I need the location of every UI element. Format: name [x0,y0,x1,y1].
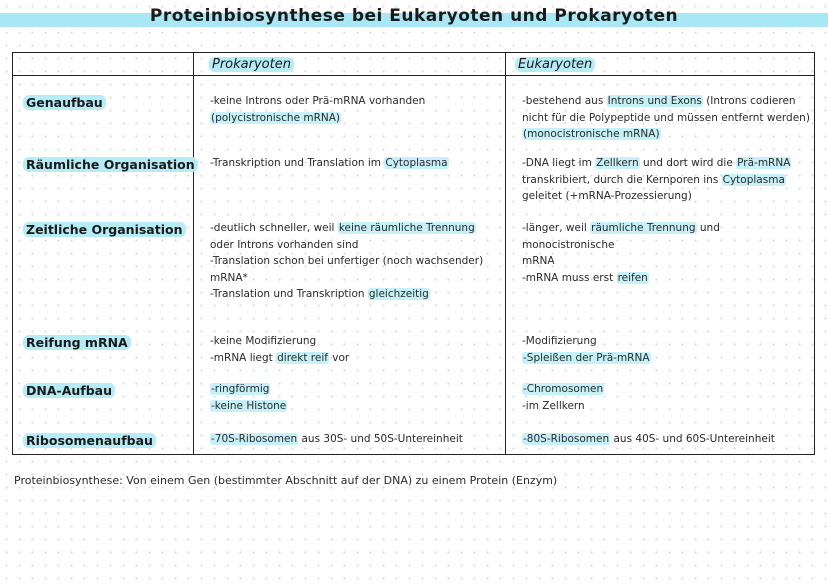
cell-eukaryoten [522,220,814,286]
cell-line [210,253,483,270]
cell-text: -deutlich schneller, weil [210,222,338,234]
cell-line [522,110,810,127]
cell-line [210,381,287,398]
cell-line [522,253,814,270]
highlighted-term: direkt reif [277,351,328,364]
cell-eukaryoten [522,431,775,448]
row-label-text: DNA-Aufbau [23,383,115,398]
cell-line [522,381,604,398]
cell-text: nicht für die Polypeptide und müssen entfernt werden) [522,111,810,124]
cell-text: aus 30S- und 50S-Untereinheit [298,433,463,445]
cell-text: geleitet (+mRNA-Prozessierung) [522,190,692,202]
cell-eukaryoten [522,93,810,143]
cell-line [522,220,814,253]
highlighted-term: räumliche Trennung [591,222,696,234]
highlighted-term: Zellkern [596,157,639,169]
highlighted-term: gleichzeitig [368,288,429,300]
cell-line [522,333,651,350]
cell-eukaryoten [522,333,651,366]
cell-text: und dort wird die [639,157,737,169]
cell-prokaryoten [210,155,449,172]
cell-text: -Translation und Transkription [210,288,368,300]
highlighted-term: Prä-mRNA [737,157,791,169]
cell-text: -im Zellkern [522,399,585,412]
highlighted-term: -ringförmig [211,383,270,395]
row-label-text: Zeitliche Organisation [23,222,186,237]
highlighted-term: -Chromosomen [523,383,604,395]
column-header-eukaryoten [515,57,595,72]
highlighted-term: -keine Histone [211,399,287,412]
cell-line [522,270,814,287]
cell-text: (Introns codieren [702,95,796,107]
cell-text: -Transkription und Translation im [210,157,385,169]
comparison-table [12,52,815,455]
cell-line [522,93,810,110]
cell-line [522,431,775,448]
row-label [23,383,115,398]
cell-line [522,155,791,172]
cell-text: -bestehend aus [522,95,607,107]
column-header-label: Prokaryoten [209,57,294,72]
cell-prokaryoten [210,381,287,414]
highlighted-term: keine räumliche Trennung [338,222,475,234]
cell-line [522,126,810,143]
cell-line [210,155,449,172]
cell-eukaryoten [522,155,791,205]
cell-text: -keine Modifizierung [210,335,317,347]
row-label-text: Ribosomenaufbau [23,433,156,448]
row-label [23,433,156,448]
cell-line [210,270,483,287]
cell-text: -keine Introns oder Prä-mRNA vorhanden [210,95,426,107]
cell-line [210,350,349,367]
footnote: Proteinbiosynthese: Von einem Gen (bestimmter Abschnitt auf der DNA) zu einem Protein (Enzym) [14,474,558,487]
cell-text: mRNA* [210,271,248,284]
highlighted-term: Cytoplasma [722,173,785,186]
cell-line [210,286,483,303]
cell-text: -mRNA liegt [210,351,277,364]
cell-text: oder Introns vorhanden sind [210,238,359,251]
cell-text: aus 40S- und 60S-Untereinheit [610,433,775,445]
column-divider-1 [193,53,194,454]
cell-line [522,398,604,415]
row-label-text: Reifung mRNA [23,335,131,350]
highlighted-term: (polycistronische mRNA) [211,111,341,124]
cell-line [210,431,463,448]
cell-prokaryoten [210,431,463,448]
row-label [23,95,106,110]
highlighted-term: reifen [617,271,648,284]
row-label-text: Räumliche Organisation [23,157,198,172]
cell-line [210,237,483,254]
highlighted-term: (monocistronische mRNA) [523,128,660,140]
row-label [23,157,198,172]
cell-text: -Modifizierung [522,335,597,347]
cell-line [210,220,483,237]
cell-prokaryoten [210,220,483,303]
highlighted-term: -Spleißen der Prä-mRNA [523,351,650,364]
row-label [23,335,131,350]
cell-line [522,188,791,205]
cell-line [210,398,287,415]
cell-prokaryoten [210,333,349,366]
cell-prokaryoten [210,93,425,126]
cell-text: -mRNA muss erst [522,271,617,284]
cell-line [522,172,791,189]
cell-text: -länger, weil [522,222,591,234]
row-label-text: Genaufbau [23,95,106,110]
cell-eukaryoten [522,381,604,414]
column-header-label: Eukaryoten [515,57,595,72]
row-label [23,222,186,237]
cell-text: mRNA [522,255,555,267]
column-header-prokaryoten [209,57,294,72]
cell-text: vor [328,351,350,364]
cell-text: -Translation schon bei unfertiger (noch wachsender) [210,255,484,267]
page-title: Proteinbiosynthese bei Eukaryoten und Prokaryoten [149,6,679,26]
cell-line [522,350,651,367]
cell-line [210,93,425,110]
cell-text: und monocistronische [522,222,720,251]
highlighted-term: Cytoplasma [385,157,448,169]
column-divider-2 [505,53,506,454]
cell-line [210,110,425,127]
cell-text: -DNA liegt im [522,157,596,169]
header-divider [13,75,814,76]
cell-text: transkribiert, durch die Kernporen ins [522,173,722,186]
highlighted-term: Introns und Exons [607,95,702,107]
cell-line [210,333,349,350]
highlighted-term: -70S-Ribosomen [211,433,298,445]
highlighted-term: -80S-Ribosomen [523,433,610,445]
